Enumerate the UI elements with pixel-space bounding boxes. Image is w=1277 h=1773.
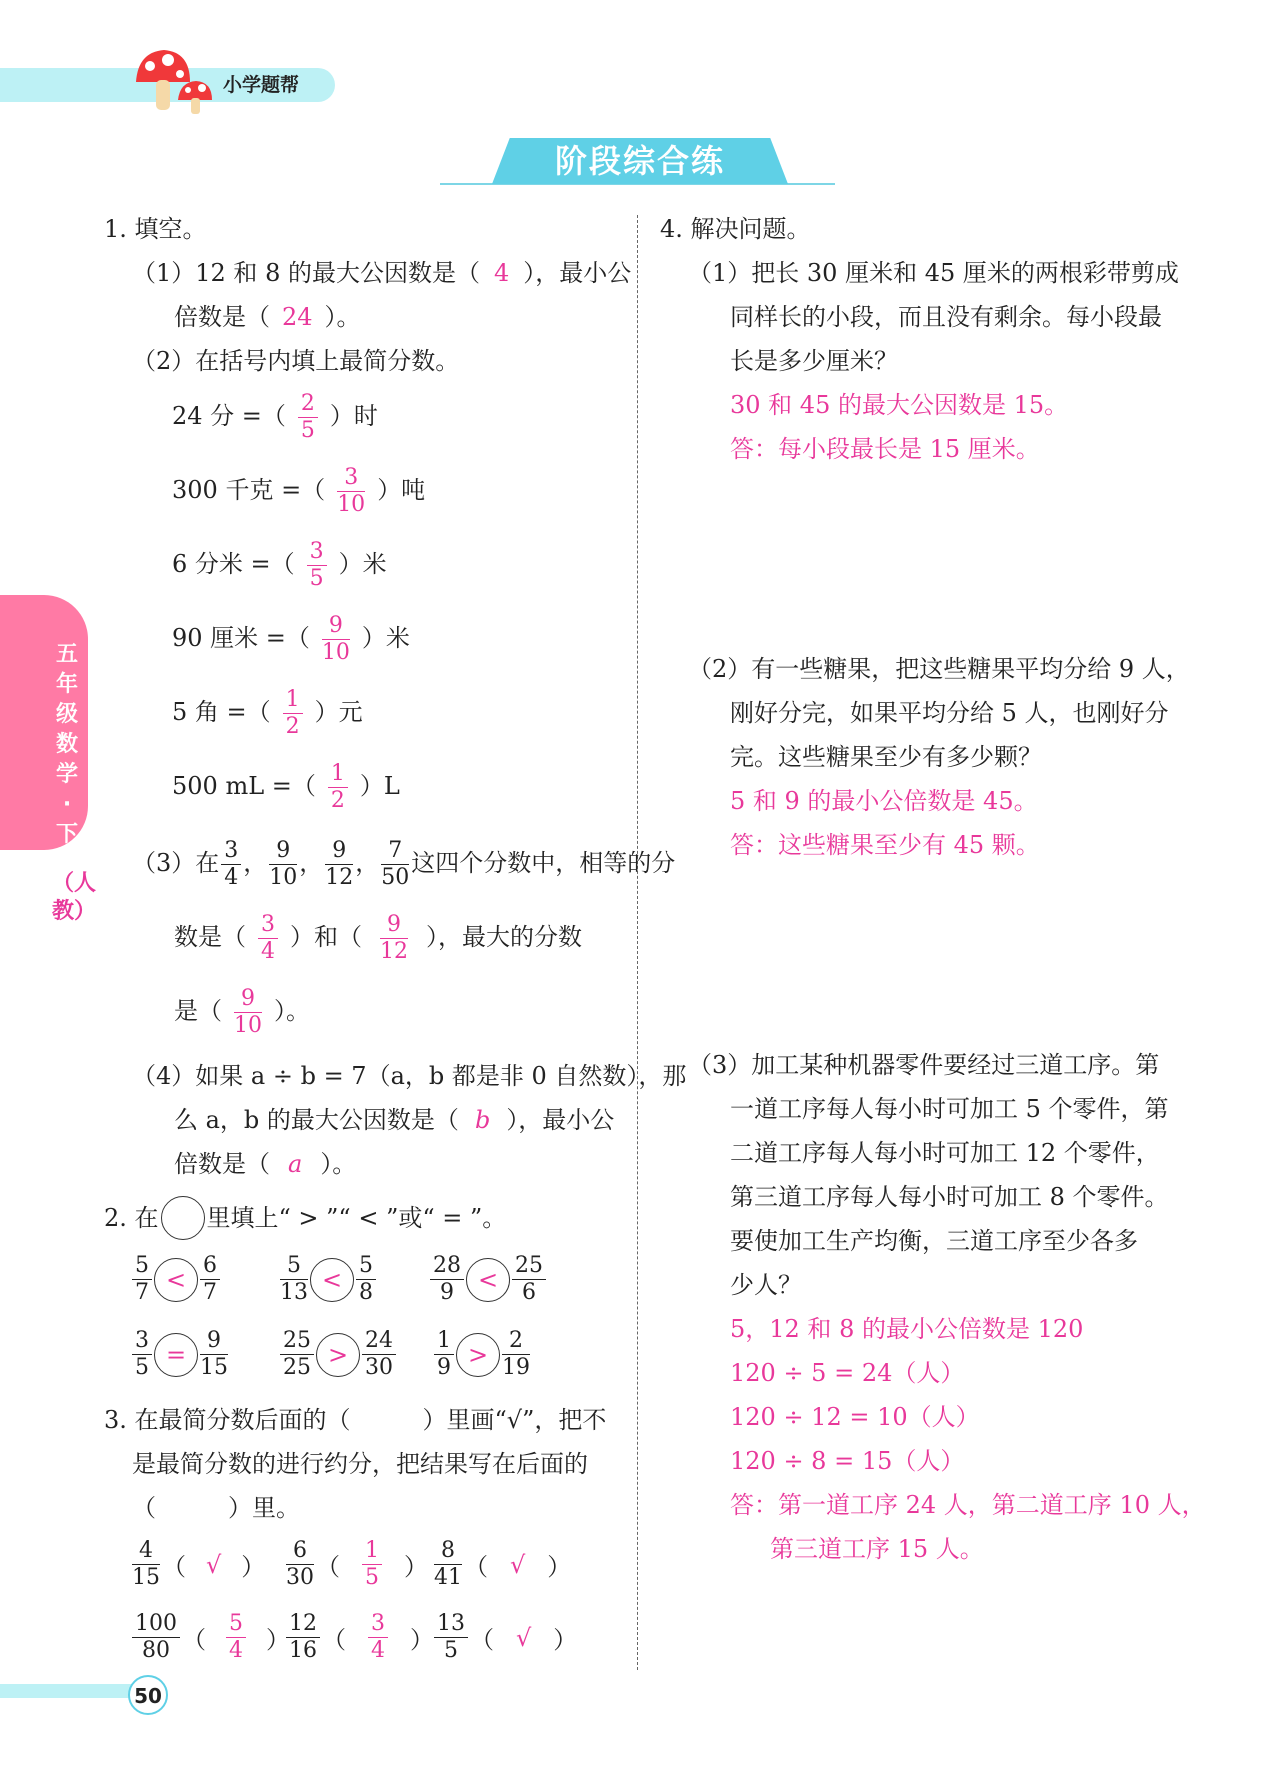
q1-p2-item: 24 分 =（ $\frac{2}{5}$ ）时 bbox=[172, 391, 378, 443]
q4-p3-line: 第三道工序每人每小时可加工 8 个零件。 bbox=[730, 1183, 1169, 1211]
q4-p3-line: （3）加工某种机器零件要经过三道工序。第 bbox=[688, 1051, 1160, 1079]
q1-p3-line2: 数是（ $\frac{3}{4}$ ）和（ $\frac{9}{12}$ ），最大的分数 bbox=[174, 912, 582, 964]
q1-p3-line3: 是（ $\frac{9}{10}$ ）。 bbox=[174, 986, 310, 1038]
q2-item: $\frac{1}{9}$ > $\frac{2}{19}$ bbox=[432, 1330, 532, 1379]
compare-circle: < bbox=[154, 1258, 198, 1302]
answer-fraction: $\frac{3}{10}$ bbox=[337, 465, 366, 517]
q4-p3-line: 少人？ bbox=[730, 1271, 802, 1299]
q1-p2-item: 300 千克 =（ $\frac{3}{10}$ ）吨 bbox=[172, 465, 426, 517]
compare-circle: = bbox=[154, 1333, 198, 1377]
q3-line1: 3. 在最简分数后面的（ ）里画“√”，把不 bbox=[104, 1406, 607, 1434]
q1-p4-answer1: b bbox=[474, 1106, 491, 1134]
q3-item: $\frac{4}{15}$ （ √ ） bbox=[132, 1538, 266, 1590]
mushroom-logo-icon bbox=[128, 44, 218, 116]
q1-label: 1. 填空。 bbox=[104, 215, 207, 243]
answer-fraction: $\frac{1}{2}$ bbox=[328, 763, 348, 812]
answer-fraction: $\frac{9}{12}$ bbox=[380, 912, 408, 964]
q4-p1-line: 同样长的小段，而且没有剩余。每小段最 bbox=[730, 303, 1162, 331]
q4-p3-answer: 120 ÷ 12 = 10（人） bbox=[730, 1403, 980, 1431]
compare-circle: < bbox=[310, 1258, 354, 1302]
q3-item: $\frac{100}{80}$ （ $\frac{5}{4}$ ） bbox=[130, 1613, 290, 1662]
q2-item: $\frac{3}{5}$ = $\frac{9}{15}$ bbox=[130, 1330, 230, 1379]
q4-p1-line: （1）把长 30 厘米和 45 厘米的两根彩带剪成 bbox=[688, 259, 1179, 287]
q1-p2-item: 5 角 =（ $\frac{1}{2}$ ）元 bbox=[172, 687, 363, 739]
q4-p3-answer: 120 ÷ 5 = 24（人） bbox=[730, 1359, 965, 1387]
q4-p2-line: 刚好分完，如果平均分给 5 人，也刚好分 bbox=[730, 699, 1169, 727]
blank-circle-icon bbox=[161, 1196, 205, 1240]
q1-p1-line1: （1）12 和 8 的最大公因数是（ 4 ），最小公 bbox=[132, 259, 632, 287]
q1-p4-line3: 倍数是（ a ）。 bbox=[174, 1150, 357, 1178]
compare-circle: > bbox=[456, 1333, 500, 1377]
q4-p3-answer: 答：第一道工序 24 人，第二道工序 10 人， bbox=[730, 1491, 1206, 1519]
check-mark: √ bbox=[206, 1550, 222, 1579]
page-number: 50 bbox=[128, 1675, 168, 1715]
column-divider bbox=[637, 215, 638, 1670]
q4-p2-answer: 答：这些糖果至少有 45 颗。 bbox=[730, 831, 1040, 859]
q4-p3-answer: 第三道工序 15 人。 bbox=[770, 1535, 984, 1563]
q3-item: $\frac{13}{5}$ （ √ ） bbox=[432, 1613, 577, 1662]
answer-fraction: $\frac{9}{10}$ bbox=[234, 986, 262, 1038]
q1-p1-answer1: 4 bbox=[493, 259, 510, 287]
compare-circle: > bbox=[316, 1333, 360, 1377]
check-mark: √ bbox=[516, 1623, 532, 1652]
q4-p3-line: 一道工序每人每小时可加工 5 个零件，第 bbox=[730, 1095, 1169, 1123]
side-grade-label: 五年级数学·下 bbox=[55, 642, 78, 847]
q1-p1-line2: 倍数是（ 24 ）。 bbox=[174, 303, 361, 331]
answer-fraction: $\frac{3}{4}$ bbox=[368, 1613, 388, 1662]
q4-p3-answer: 5，12 和 8 的最小公倍数是 120 bbox=[730, 1315, 1084, 1343]
q1-p3-line1: （3）在 $\frac{3}{4}$ ， $\frac{9}{10}$ ， $\frac{9}{12}$ ， $\frac{7}{50}$ 这四个分数中，相等的分 bbox=[132, 838, 676, 890]
q4-p1-line: 长是多少厘米？ bbox=[730, 347, 898, 375]
page-title: 阶段综合练 bbox=[554, 142, 725, 180]
q3-line3: （ ）里。 bbox=[132, 1494, 300, 1522]
q3-line2: 是最简分数的进行约分，把结果写在后面的 bbox=[132, 1450, 588, 1478]
q2-item: $\frac{25}{25}$ > $\frac{24}{30}$ bbox=[278, 1330, 398, 1379]
q2-label: 2. 在 里填上“ > ”“ < ”或“ = ”。 bbox=[104, 1196, 506, 1240]
answer-fraction: $\frac{3}{5}$ bbox=[307, 541, 327, 590]
q4-p1-answer: 答：每小段最长是 15 厘米。 bbox=[730, 435, 1040, 463]
q4-p2-line: 完。这些糖果至少有多少颗？ bbox=[730, 743, 1042, 771]
q2-item: $\frac{28}{9}$ < $\frac{25}{6}$ bbox=[428, 1255, 548, 1304]
answer-fraction: $\frac{5}{4}$ bbox=[226, 1613, 246, 1662]
answer-fraction: $\frac{3}{4}$ bbox=[258, 914, 278, 963]
answer-fraction: $\frac{9}{10}$ bbox=[321, 613, 350, 665]
answer-fraction: $\frac{1}{2}$ bbox=[283, 689, 303, 738]
q4-p1-answer: 30 和 45 的最大公因数是 15。 bbox=[730, 391, 1069, 419]
compare-circle: < bbox=[466, 1258, 510, 1302]
q4-p2-answer: 5 和 9 的最小公倍数是 45。 bbox=[730, 787, 1038, 815]
q1-p2-item: 90 厘米 =（ $\frac{9}{10}$ ）米 bbox=[172, 613, 410, 665]
q2-item: $\frac{5}{13}$ < $\frac{5}{8}$ bbox=[278, 1255, 378, 1304]
side-edition-label: （人教） bbox=[52, 871, 97, 924]
q4-p3-answer: 120 ÷ 8 = 15（人） bbox=[730, 1447, 965, 1475]
check-mark: √ bbox=[510, 1550, 526, 1579]
q3-item: $\frac{8}{41}$ （ √ ） bbox=[434, 1538, 572, 1590]
q1-p4-line1: （4）如果 a ÷ b = 7（a，b 都是非 0 自然数），那 bbox=[132, 1062, 687, 1090]
q3-item: $\frac{6}{30}$ （ $\frac{1}{5}$ ） bbox=[286, 1538, 428, 1590]
q4-p3-line: 要使加工生产均衡，三道工序至少各多 bbox=[730, 1227, 1138, 1255]
answer-fraction: $\frac{1}{5}$ bbox=[362, 1540, 382, 1589]
q1-p4-answer2: a bbox=[288, 1150, 303, 1178]
footer-bar bbox=[0, 1684, 140, 1698]
q4-p3-line: 二道工序每人每小时可加工 12 个零件， bbox=[730, 1139, 1160, 1167]
q3-item: $\frac{12}{16}$ （ $\frac{3}{4}$ ） bbox=[284, 1613, 434, 1662]
q1-p2-label: （2）在括号内填上最简分数。 bbox=[132, 347, 460, 375]
q4-label: 4. 解决问题。 bbox=[660, 215, 811, 243]
q1-p2-item: 6 分米 =（ $\frac{3}{5}$ ）米 bbox=[172, 539, 387, 591]
q1-p1-answer2: 24 bbox=[282, 303, 313, 331]
answer-fraction: $\frac{2}{5}$ bbox=[298, 393, 318, 442]
q1-p4-line2: 么 a，b 的最大公因数是（ b ），最小公 bbox=[174, 1106, 615, 1134]
q4-p2-line: （2）有一些糖果，把这些糖果平均分给 9 人， bbox=[688, 655, 1190, 683]
brand-name: 小学题帮 bbox=[223, 74, 300, 96]
q2-item: $\frac{5}{7}$ < $\frac{6}{7}$ bbox=[130, 1255, 222, 1304]
q1-p2-item: 500 mL =（ $\frac{1}{2}$ ）L bbox=[172, 761, 400, 813]
